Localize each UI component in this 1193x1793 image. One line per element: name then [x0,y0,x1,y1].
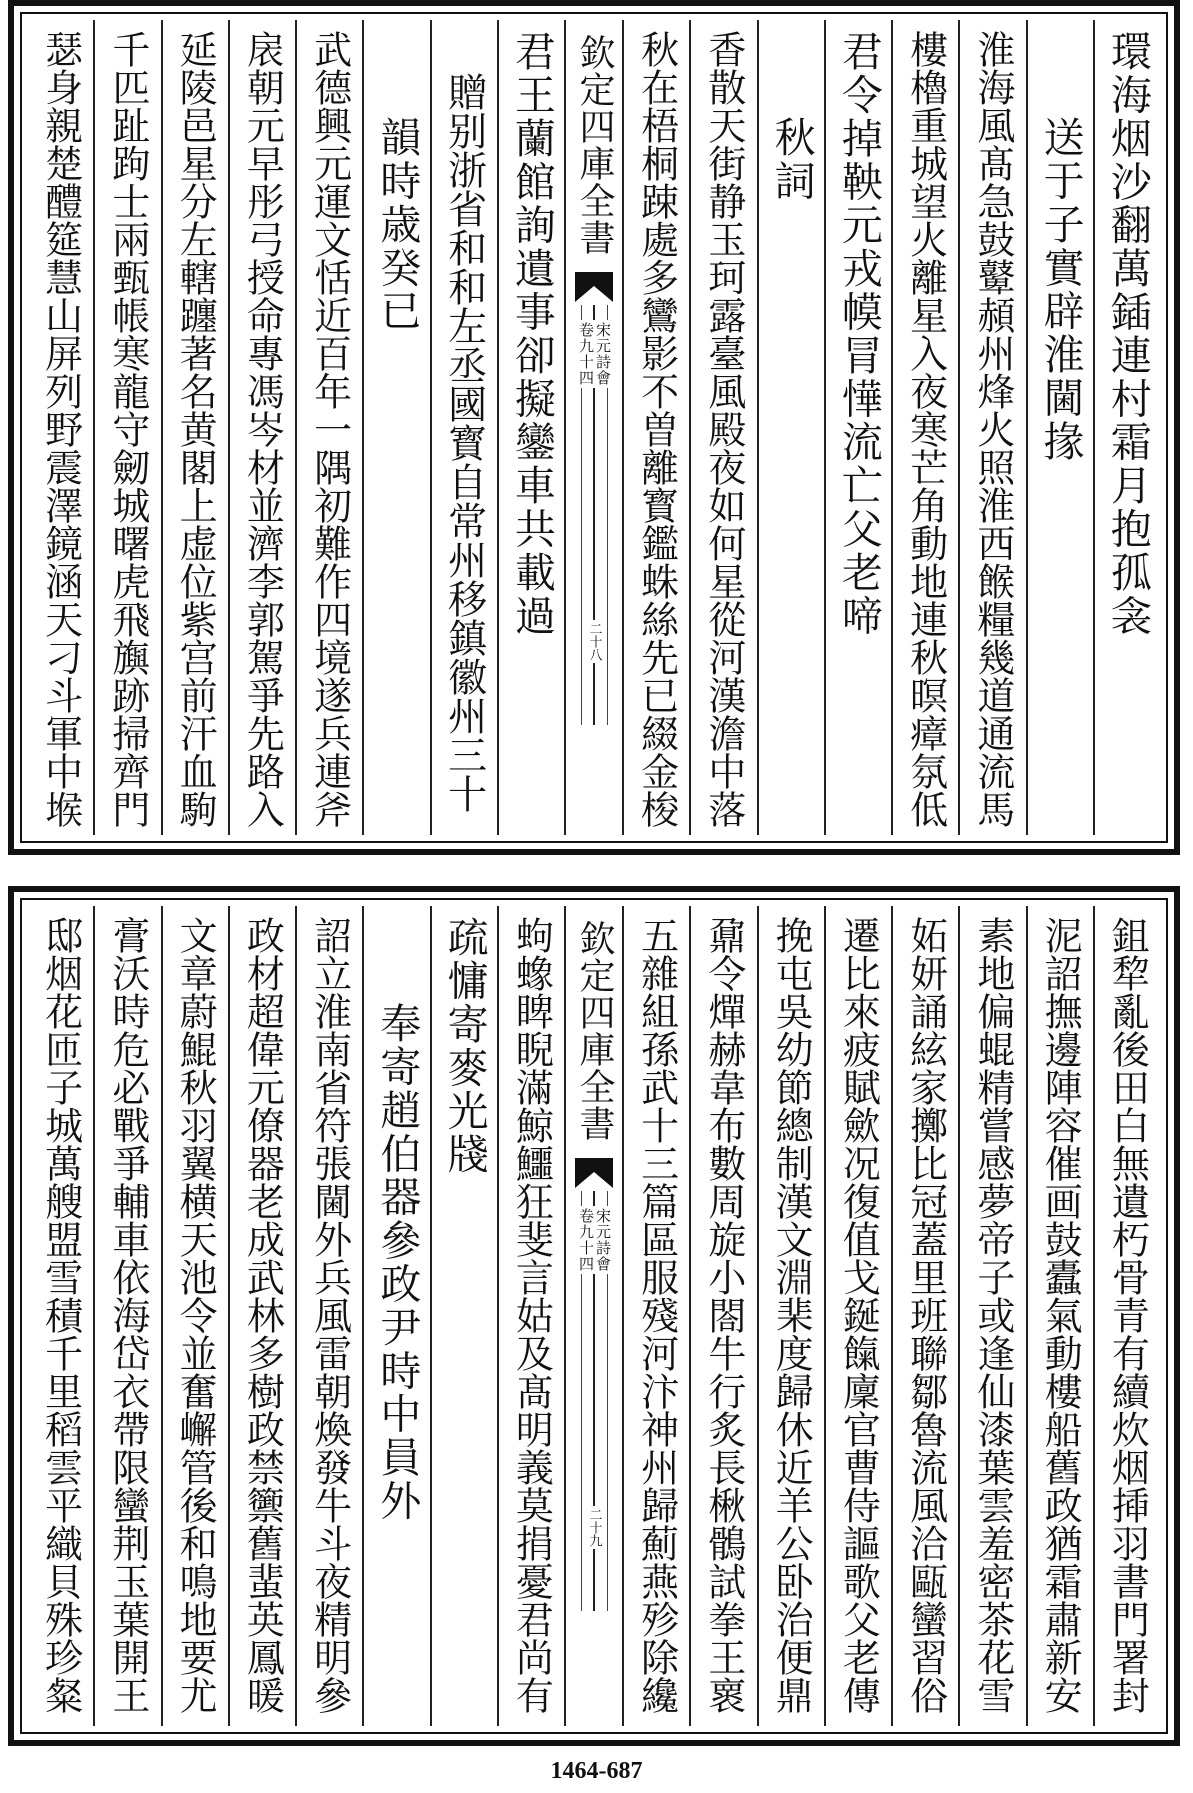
collection-name: 宋元詩會 [594,322,612,386]
volume-number: 卷九十四 [577,1208,595,1272]
text-column [28,906,93,1726]
text-column [1093,906,1160,1726]
column-text: 樓櫓重城望火離星入夜寒芒角動地連秋暝瘴氛低 [903,30,948,828]
text-column [757,906,824,1726]
text-column [362,906,429,1726]
column-text: 君令掉鞅元戎幙冐㦊流亡父老啼 [834,30,883,638]
column-text: 千匹趾跔士兩甄帳寒龍守劒城曙虎飛旟跡掃齊門 [105,30,150,828]
fishtail-mark-icon [575,272,613,302]
fishtail-mark-icon [575,1158,613,1188]
text-column [161,20,228,835]
column-text: 環海烟沙翻萬鍤連村霜月抱孤衾 [1103,30,1152,638]
column-text: 疏慵寄麥光牋 [440,916,489,1177]
text-column [689,906,756,1726]
column-text: 香散天街静玉珂露臺風殿夜如何星從河漢澹中落 [701,30,746,828]
column-text: 詔立淮南省符張閫外兵風雷朝煥發牛斗夜精明參 [307,916,352,1714]
column-text: 延陵邑星分左轄躔著名黄閣上虚位紫宫前汗血駒 [173,30,218,828]
page-number: 1464-687 [550,1758,643,1784]
column-text: 五雜組孫武十三篇區服殘河汴神州歸薊燕殄除纔 [634,916,679,1714]
text-column [622,906,689,1726]
text-column [689,20,756,835]
leaf-number: 二十八 [586,622,602,661]
text-column [93,906,160,1726]
book-title: 欽定四庫全書 [574,920,615,1142]
poem-title: 韻時歳癸已 [373,116,422,333]
text-column [824,20,891,835]
column-text: 遷比來疲賦歛况復值戈鋋餼廩官曹侍謳歌父老傳 [836,916,881,1714]
text-column [295,20,362,835]
text-column [430,20,497,835]
column-text: 扆朝元早彤弓授命專馮岑材並濟李郭駕爭先路入 [240,30,285,828]
text-column [228,906,295,1726]
poem-title: 送于子實辟淮閫掾 [1036,116,1085,464]
text-column [824,906,891,1726]
column-text: 武德興元運文恬近百年一隅初難作四境遂兵連斧 [307,30,352,828]
text-column [958,906,1025,1726]
column-text: 挽屯吳幼節總制漢文淵棐度歸休近羊公卧治便鼎 [769,916,814,1714]
text-column [362,20,429,835]
text-column [1093,20,1160,835]
text-column [757,20,824,835]
text-column [622,20,689,835]
column-text: 鼐令燀赫韋布數周旋小閤牛行炙長楸鶻試拳王褱 [701,916,746,1714]
column-text: 政材超偉元僚器老成武林多樹政禁籞舊蜚英鳳暖 [240,916,285,1714]
column-text: 淮海風髙急鼓鼙頳州烽火照淮西餱糧幾道通流馬 [970,30,1015,828]
column-text: 邸烟花匝子城萬艘盟雪積千里稻雲平織貝殊珍粲 [38,916,83,1714]
column-text: 鉏犂亂後田白無遺朽骨青有續炊烟揷羽書門署封 [1105,916,1150,1714]
text-column [891,20,958,835]
text-column [228,20,295,835]
leaf-number: 二十九 [586,1508,602,1547]
column-text: 蚼蟓睥睨滿鯨鱷狂斐言姑及髙明義莫捐憂君尚有 [509,916,554,1714]
column-text: 瑟身親楚醴筵慧山屏列野震澤鏡涵天刁斗軍中堠 [38,30,83,828]
collection-name: 宋元詩會 [594,1208,612,1272]
text-column [497,906,564,1726]
text-column [1026,906,1093,1726]
upper-page-columns [28,20,1160,835]
volume-number: 卷九十四 [577,322,595,386]
text-column [497,20,564,835]
text-column [958,20,1025,835]
book-title: 欽定四庫全書 [574,34,615,256]
lower-page [8,886,1180,1746]
text-column [1026,20,1093,835]
column-text: 素地偏蜫精嘗感夢帝子或逢仙漆葉雲羞密茶花雪 [970,916,1015,1714]
text-column [161,906,228,1726]
column-text: 膏沃時危必戰爭輔車依海岱衣帶限蠻荆玉葉開王 [105,916,150,1714]
column-text: 妬妍誦絃家擲比冠蓋里班聯鄒魯流風洽甌蠻習俗 [903,916,948,1714]
fold-meta [578,320,610,388]
poem-title: 奉寄趙伯器參政尹時中員外 [373,1002,422,1523]
poem-title: 贈别浙省和和左丞國寳自常州移鎮徽州三十 [441,72,487,813]
fold-meta [578,1206,610,1274]
upper-page [8,0,1180,855]
text-column [295,906,362,1726]
lower-page-columns [28,906,1160,1726]
text-column [93,20,160,835]
column-text: 文章蔚鯤秋羽翼横天池令並奮嶰管後和鳴地要尤 [173,916,218,1714]
column-text: 君王蘭館詢遺事卻擬鑾車共載過 [507,30,556,638]
column-text: 泥詔撫邊陣容催画鼓蠹氣動樓船舊政猶霜肅新安 [1038,916,1083,1714]
poem-title: 秋詞 [767,116,816,203]
text-column [28,20,93,835]
fold-column [564,20,622,835]
text-column [891,906,958,1726]
fold-column [564,906,622,1726]
text-column [430,906,497,1726]
column-text: 秋在梧桐踈處多鸞影不曽離寳鑑蛛絲先已綴金梭 [634,30,679,828]
